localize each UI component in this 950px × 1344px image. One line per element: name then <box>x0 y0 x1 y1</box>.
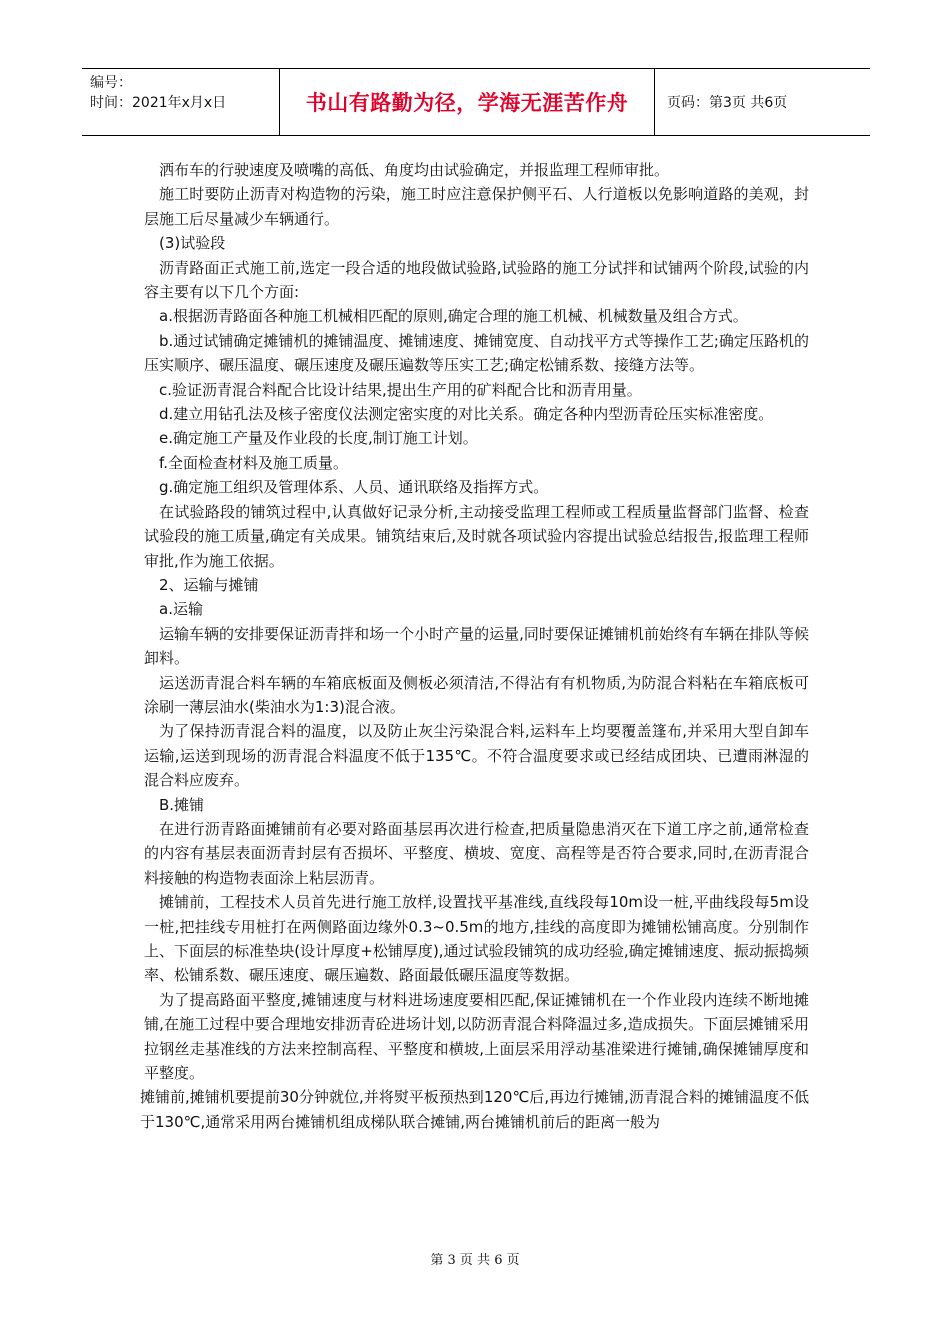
header-motto: 书山有路勤为径，学海无涯苦作舟 <box>280 69 655 135</box>
list-item: b.通过试铺确定摊铺机的摊铺温度、摊铺速度、摊铺宽度、自动找平方式等操作工艺;确定压路机的压实顺序、碾压温度、碾压速度及碾压遍数等压实工艺;确定松铺系数、接缝方法等。 <box>144 331 809 375</box>
list-item: f.全面检查材料及施工质量。 <box>159 453 348 472</box>
document-number: 编号： <box>90 75 132 91</box>
paragraph: 为了保持沥青混合料的温度，以及防止灰尘污染混合料,运料车上均要覆盖篷布,并采用大型自卸车运输,运送到现场的沥青混合料温度不低于135℃。不符合温度要求或已经结成团块、已遭雨淋湿的混合料应废弃。 <box>144 722 809 790</box>
paragraph: 在试验路段的铺筑过程中,认真做好记录分析,主动接受监理工程师或工程质量监督部门监督、检查试验段的施工质量,确定有关成果。铺筑结束后,及时就各项试验内容提出试验总结报告,报监理工程师审批,作为施工依据。 <box>144 502 809 570</box>
page-footer: 第 3 页 共 6 页 <box>430 1253 520 1268</box>
list-item: e.确定施工产量及作业段的长度,制订施工计划。 <box>159 429 478 448</box>
section-heading: 2、运输与摊铺 <box>159 575 259 594</box>
header-page-number: 页码：第3页 共6页 <box>667 95 788 111</box>
paragraph: 在进行沥青路面摊铺前有必要对路面基层再次进行检查,把质量隐患消灭在下道工序之前,通常检查的内容有基层表面沥青封层有否损坏、平整度、横坡、宽度、高程等是否符合要求,同时,在沥青混合料接触的构造物表面涂上粘层沥青。 <box>144 819 809 887</box>
paragraph: 摊铺前,摊铺机要提前30分钟就位,并将熨平板预热到120℃后,再边行摊铺,沥青混合料的摊铺温度不低于130℃,通常采用两台摊铺机组成梯队联合摊铺,两台摊铺机前后的距离一般为 <box>140 1088 809 1131</box>
paragraph: 为了提高路面平整度,摊铺速度与材料进场速度要相匹配,保证摊铺机在一个作业段内连续不断地摊铺,在施工过程中要合理地安排沥青砼进场计划,以防沥青混合料降温过多,造成损失。下面层摊铺采用拉钢丝走基准线的方法来控制高程、平整度和横坡,上面层采用浮动基准梁进行摊铺,确保摊铺厚度和平整度。 <box>144 990 809 1083</box>
list-item: d.建立用钻孔法及核子密度仪法测定密实度的对比关系。确定各种内型沥青砼压实标准密度。 <box>159 405 774 424</box>
document-header <box>82 68 870 136</box>
paragraph: 运送沥青混合料车辆的车箱底板面及侧板必须清洁,不得沾有有机物质,为防混合料粘在车箱底板可涂刷一薄层油水(柴油水为1:3)混合液。 <box>144 673 809 716</box>
paragraph: 沥青路面正式施工前,选定一段合适的地段做试验路,试验路的施工分试拌和试铺两个阶段,试验的内容主要有以下几个方面: <box>144 258 809 302</box>
paragraph: 施工时要防止沥青对构造物的污染，施工时应注意保护侧平石、人行道板以免影响道路的美观，封层施工后尽量减少车辆通行。 <box>144 185 809 228</box>
list-item: c.验证沥青混合料配合比设计结果,提出生产用的矿料配合比和沥青用量。 <box>159 380 642 399</box>
section-heading: (3)试验段 <box>159 234 226 253</box>
subsection-heading: a.运输 <box>159 600 203 619</box>
paragraph: 摊铺前，工程技术人员首先进行施工放样,设置找平基准线,直线段每10m设一桩,平曲线段每5m设一桩,把挂线专用桩打在两侧路面边缘外0.3~0.5m的地方,挂线的高度即为摊铺松铺高度。分别制作上、下面层的标准垫块(设计厚度+松铺厚度),通过试验段铺筑的成功经验,确定摊铺速度、振动振捣频率、松铺系数、碾压速度、碾压遍数、路面最低碾压温度等数据。 <box>144 893 809 985</box>
paragraph: 运输车辆的安排要保证沥青拌和场一个小时产量的运量,同时要保证摊铺机前始终有车辆在排队等候卸料。 <box>144 624 809 668</box>
subsection-heading: B.摊铺 <box>159 795 205 814</box>
document-date: 时间：2021年x月x日 <box>90 95 227 111</box>
list-item: g.确定施工组织及管理体系、人员、通讯联络及指挥方式。 <box>159 478 549 497</box>
header-meta <box>82 69 280 135</box>
list-item: a.根据沥青路面各种施工机械相匹配的原则,确定合理的施工机械、机械数量及组合方式。 <box>159 307 748 326</box>
paragraph: 洒布车的行驶速度及喷嘴的高低、角度均由试验确定，并报监理工程师审批。 <box>159 161 670 179</box>
document-body <box>140 158 809 1134</box>
